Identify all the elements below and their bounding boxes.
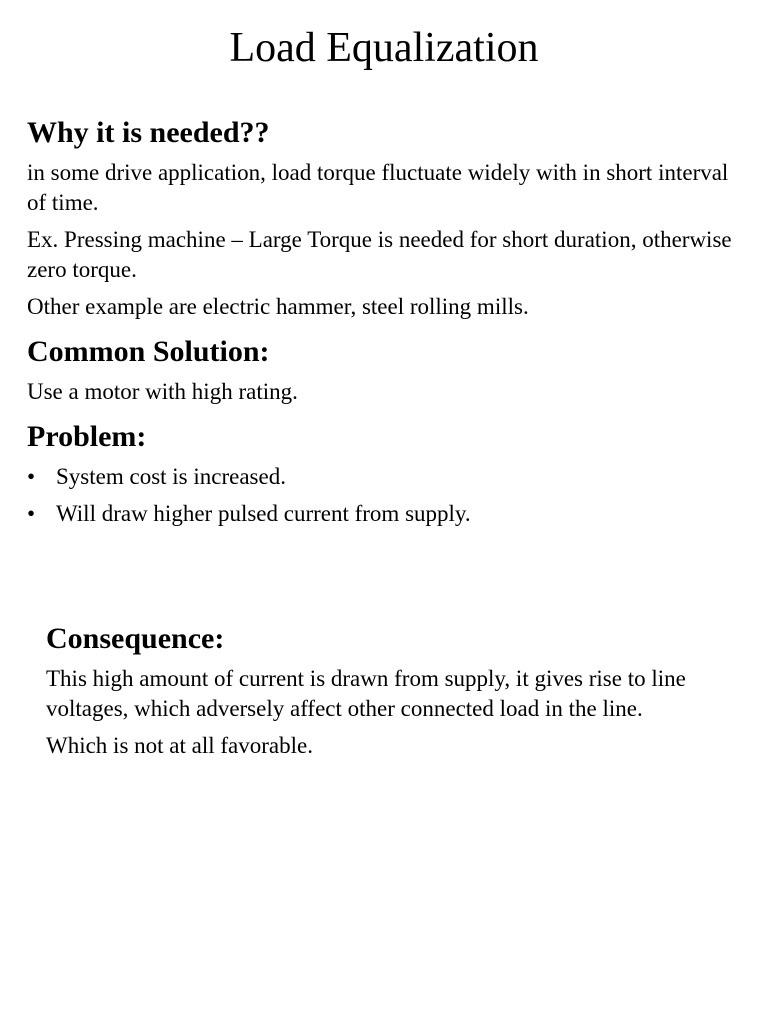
list-item bbox=[27, 462, 742, 492]
bullet-icon: • bbox=[27, 464, 36, 489]
slide-title: Load Equalization bbox=[229, 25, 539, 71]
why-paragraph: Other example are electric hammer, steel rolling mills. bbox=[27, 294, 529, 319]
upper-content bbox=[27, 114, 742, 536]
list-item bbox=[27, 499, 742, 529]
solution-section bbox=[27, 333, 742, 407]
why-paragraph: in some drive application, load torque fluctuate widely with in short interval of time. bbox=[27, 160, 729, 215]
solution-text: Use a motor with high rating. bbox=[27, 379, 298, 404]
problem-section bbox=[27, 418, 742, 529]
consequence-section bbox=[46, 620, 736, 768]
bullet-icon: • bbox=[27, 501, 36, 526]
consequence-paragraph: This high amount of current is drawn from supply, it gives rise to line voltages, which adversely affect other connected load in the line. bbox=[46, 666, 686, 721]
solution-heading: Common Solution: bbox=[27, 335, 270, 368]
consequence-heading: Consequence: bbox=[46, 622, 225, 655]
consequence-paragraph: Which is not at all favorable. bbox=[46, 733, 313, 758]
why-section bbox=[27, 114, 742, 322]
list-item-text: Will draw higher pulsed current from supply. bbox=[56, 501, 471, 526]
list-item-text: System cost is increased. bbox=[56, 464, 286, 489]
problem-list bbox=[27, 462, 742, 529]
problem-heading: Problem: bbox=[27, 420, 147, 453]
why-paragraph: Ex. Pressing machine – Large Torque is needed for short duration, otherwise zero torque. bbox=[27, 227, 732, 282]
why-heading: Why it is needed?? bbox=[27, 116, 270, 149]
